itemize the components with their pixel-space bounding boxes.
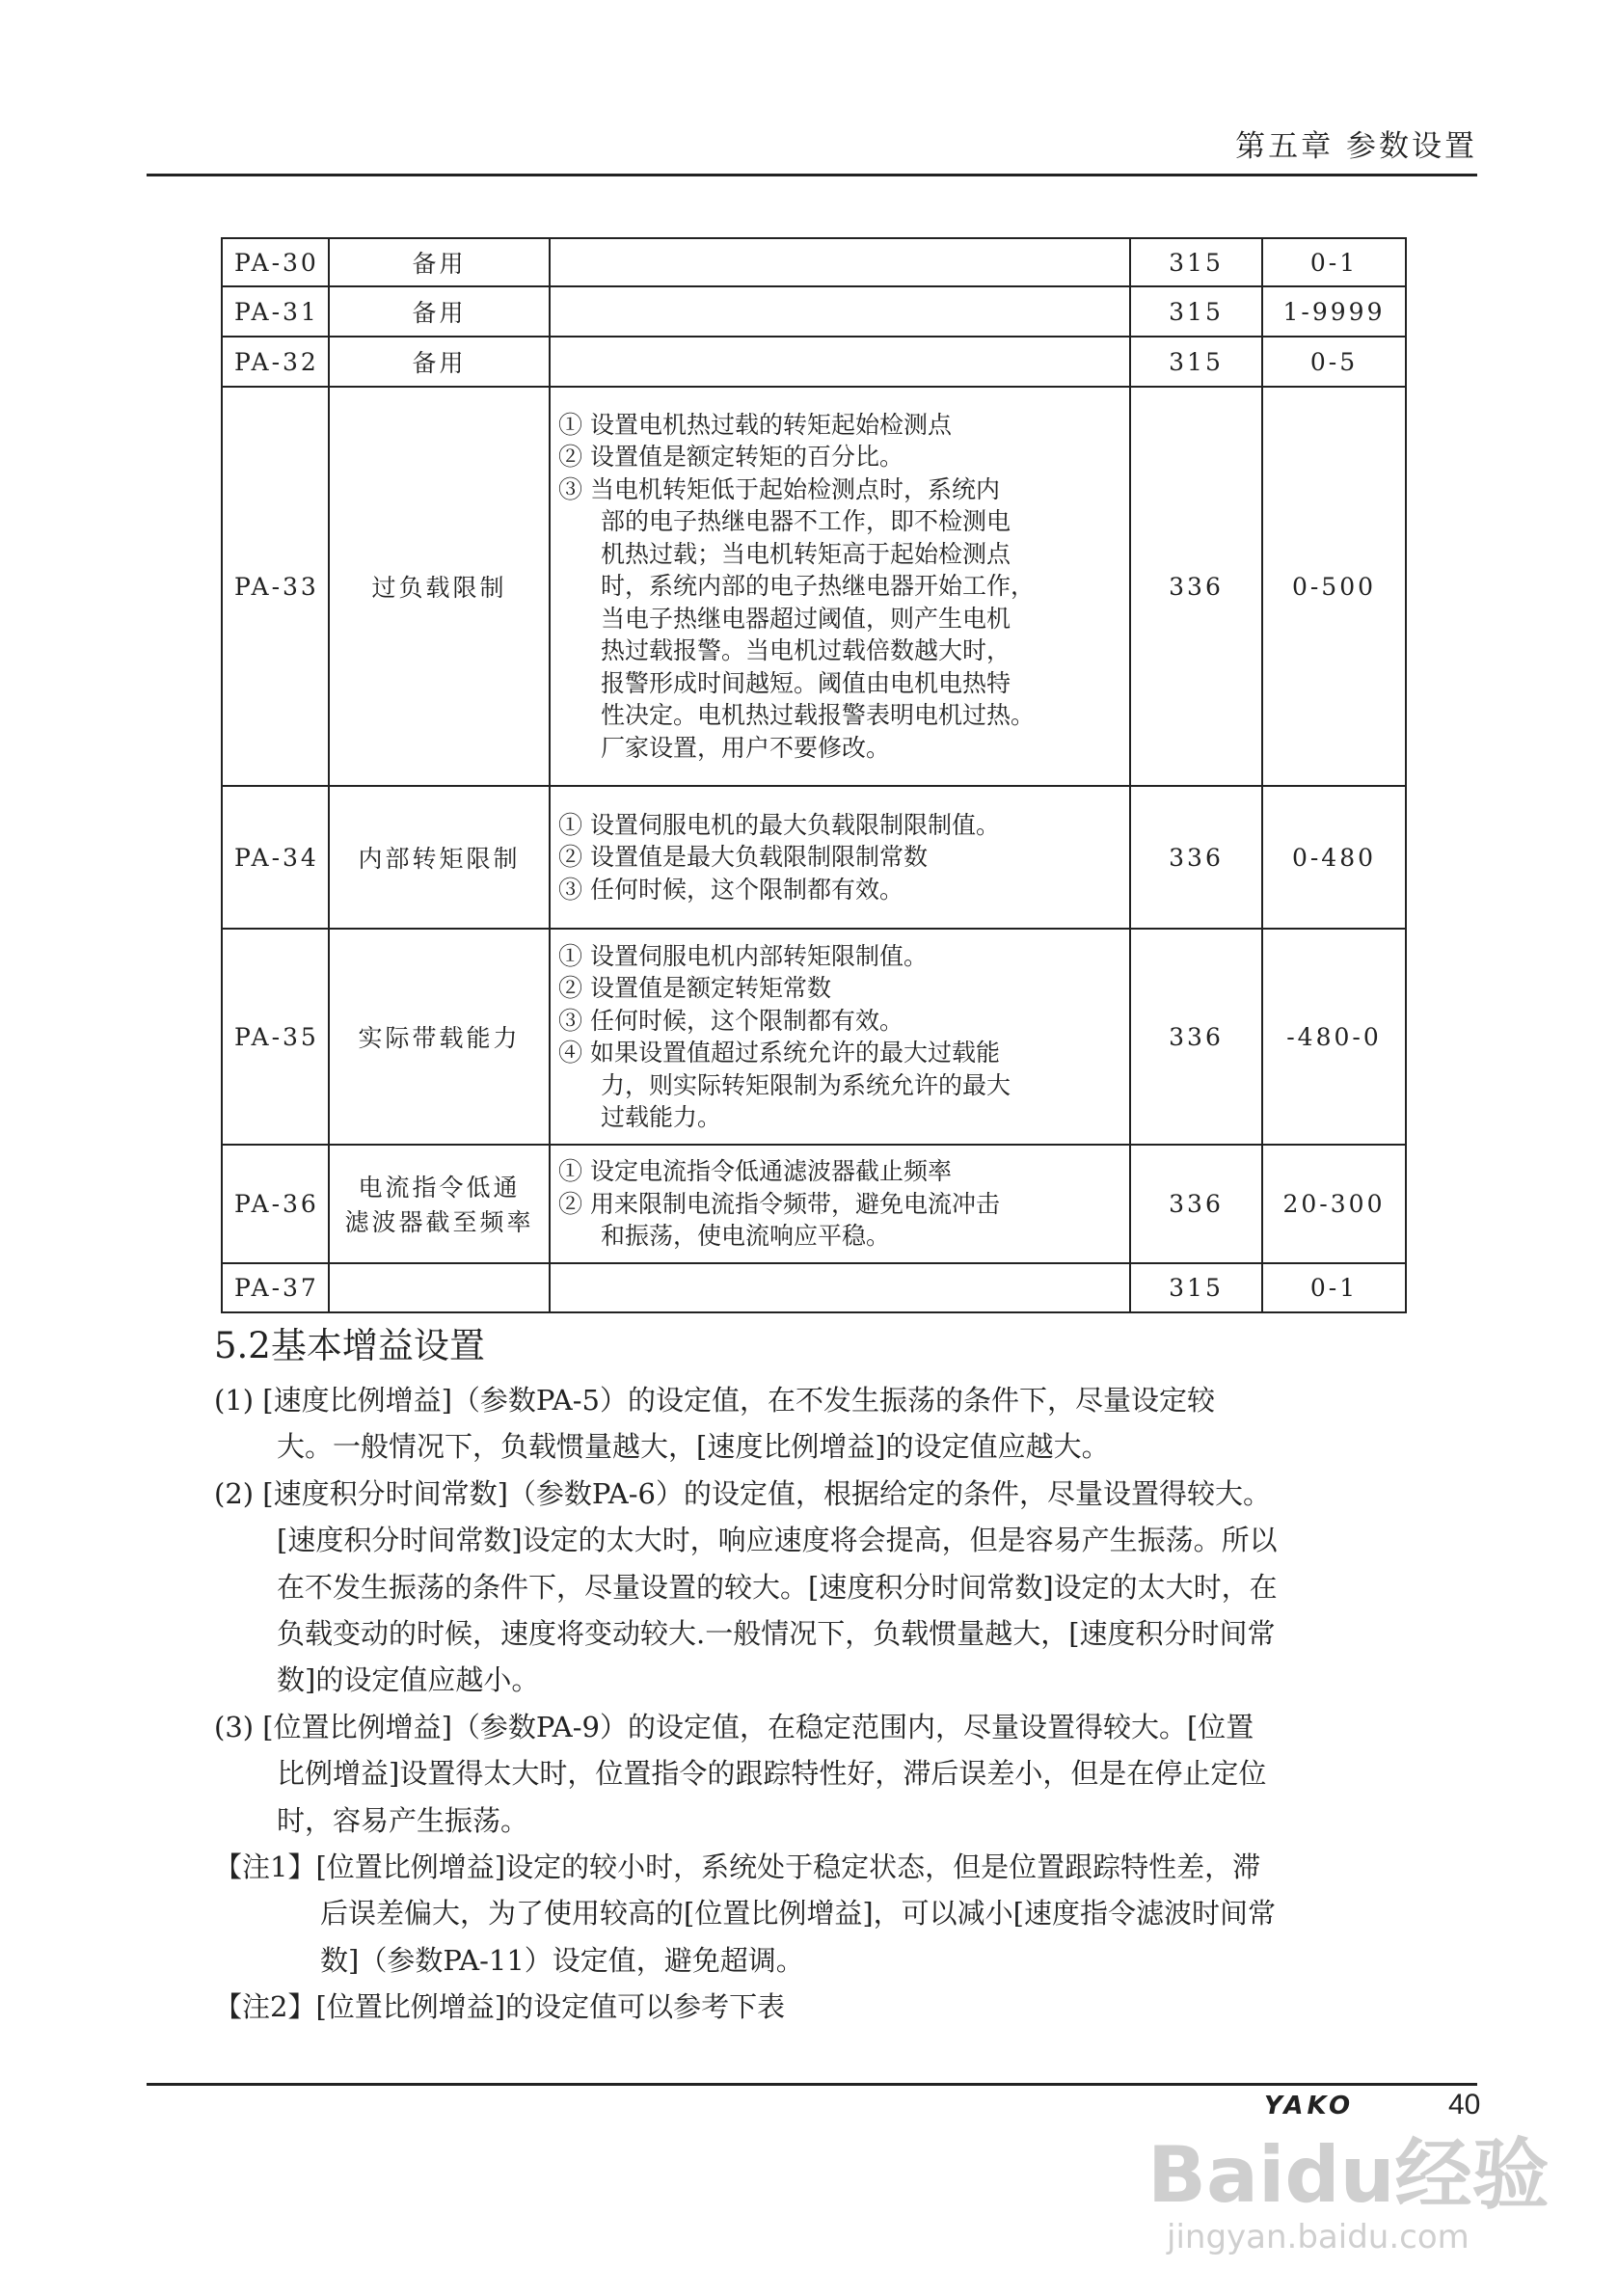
param-range: -480-0: [1262, 929, 1406, 1145]
param-name-line: 备用: [412, 250, 467, 278]
param-name: [329, 929, 550, 1145]
param-value: 315: [1130, 238, 1262, 286]
param-name: [329, 238, 550, 286]
param-name-line: 备用: [412, 299, 467, 327]
yako-logo: YAKO: [1264, 2092, 1355, 2120]
description-line: 时，系统内部的电子热继电器开始工作，: [601, 572, 1036, 601]
description-line: ③ 当电机转矩低于起始检测点时，系统内: [558, 474, 1000, 503]
paragraph-line: (2) [速度积分时间常数]（参数PA-6）的设定值，根据给定的条件，尽量设置得较大。: [214, 1476, 1271, 1510]
description-line: ① 设置伺服电机内部转矩限制值。: [558, 941, 928, 970]
page-number: 40: [1448, 2089, 1481, 2120]
param-name-line: 电流指令低通: [358, 1174, 521, 1202]
section-title: 5.2基本增益设置: [214, 1325, 485, 1366]
param-range: 1-9999: [1262, 286, 1406, 337]
table-row: [222, 1145, 1406, 1263]
table-row: [222, 1263, 1406, 1312]
param-value: 336: [1130, 387, 1262, 786]
param-code: PA-35: [222, 929, 329, 1145]
paragraph-line: [速度积分时间常数]设定的太大时，响应速度将会提高，但是容易产生振荡。所以: [277, 1524, 1278, 1557]
param-value: 336: [1130, 929, 1262, 1145]
param-value: 336: [1130, 1145, 1262, 1263]
paragraph-line: 比例增益]设置得太大时，位置指令的跟踪特性好，滞后误差小，但是在停止定位: [277, 1757, 1267, 1791]
param-value: 336: [1130, 786, 1262, 929]
param-description: [550, 337, 1130, 387]
chapter-header: 第五章 参数设置: [1235, 129, 1477, 164]
footer-rule: [147, 2083, 1477, 2086]
section-body: [214, 1377, 1278, 2031]
param-name-line: 实际带载能力: [358, 1024, 521, 1052]
description-line: 部的电子热继电器不工作，即不检测电: [601, 507, 1011, 536]
header-rule: [147, 174, 1477, 176]
param-code: PA-33: [222, 387, 329, 786]
param-range: 20-300: [1262, 1145, 1406, 1263]
param-description: [550, 238, 1130, 286]
paragraph-line: 【注1】[位置比例增益]设定的较小时，系统处于稳定状态，但是位置跟踪特性差，滞: [214, 1850, 1261, 1884]
paragraph-line: 【注2】[位置比例增益]的设定值可以参考下表: [214, 1990, 786, 2024]
paragraph-line: 数]的设定值应越小。: [277, 1663, 540, 1697]
param-code: PA-30: [222, 238, 329, 286]
description-line: 当电子热继电器超过阈值，则产生电机: [601, 604, 1011, 633]
param-name: [329, 786, 550, 929]
param-range: 0-1: [1262, 1263, 1406, 1312]
paragraph-line: 时，容易产生振荡。: [277, 1803, 529, 1837]
paragraph-line: (1) [速度比例增益]（参数PA-5）的设定值，在不发生振荡的条件下，尽量设定较: [214, 1384, 1215, 1417]
description-line: ③ 任何时候，这个限制都有效。: [558, 1006, 903, 1035]
table-row: [222, 929, 1406, 1145]
param-range: 0-480: [1262, 786, 1406, 929]
description-line: 和振荡，使电流响应平稳。: [601, 1222, 891, 1250]
description-line: 报警形成时间越短。阈值由电机电热特: [601, 668, 1011, 697]
param-description: [550, 1263, 1130, 1312]
param-description: [550, 1145, 1130, 1263]
param-description: [550, 929, 1130, 1145]
table-row: [222, 387, 1406, 786]
description-line: ① 设定电流指令低通滤波器截止频率: [558, 1157, 952, 1185]
description-line: ③ 任何时候，这个限制都有效。: [558, 875, 903, 904]
description-line: 力，则实际转矩限制为系统允许的最大: [601, 1070, 1011, 1099]
param-description: [550, 786, 1130, 929]
table-row: [222, 238, 1406, 286]
paragraph-line: 后误差偏大，为了使用较高的[位置比例增益]，可以减小[速度指令滤波时间常: [320, 1897, 1276, 1931]
param-name: [329, 387, 550, 786]
param-code: PA-32: [222, 337, 329, 387]
parameter-table: [221, 237, 1407, 1313]
description-line: 机热过载；当电机转矩高于起始检测点: [601, 539, 1011, 568]
param-code: PA-36: [222, 1145, 329, 1263]
param-name: [329, 337, 550, 387]
paragraph-line: 数]（参数PA-11）设定值，避免超调。: [320, 1943, 804, 1977]
param-description: [550, 286, 1130, 337]
description-line: ① 设置电机热过载的转矩起始检测点: [558, 410, 952, 439]
param-name: [329, 1263, 550, 1312]
param-name-line: 备用: [412, 349, 467, 377]
param-range: 0-500: [1262, 387, 1406, 786]
param-range: 0-5: [1262, 337, 1406, 387]
paragraph-line: 在不发生振荡的条件下，尽量设置的较大。[速度积分时间常数]设定的太大时，在: [277, 1570, 1278, 1604]
param-name: [329, 286, 550, 337]
param-code: PA-34: [222, 786, 329, 929]
description-line: 厂家设置，用户不要修改。: [601, 733, 891, 762]
param-name-line: 过负载限制: [371, 574, 507, 602]
param-name-line: 内部转矩限制: [358, 845, 521, 873]
param-name: [329, 1145, 550, 1263]
description-line: 热过载报警。当电机过载倍数越大时，: [601, 636, 1011, 665]
param-value: 315: [1130, 286, 1262, 337]
description-line: ② 设置值是额定转矩常数: [558, 974, 831, 1002]
param-range: 0-1: [1262, 238, 1406, 286]
description-line: ① 设置伺服电机的最大负载限制限制值。: [558, 810, 1000, 839]
paragraph-line: 大。一般情况下，负载惯量越大，[速度比例增益]的设定值应越大。: [277, 1430, 1110, 1464]
description-line: ④ 如果设置值超过系统允许的最大过载能: [558, 1039, 1000, 1067]
param-value: 315: [1130, 1263, 1262, 1312]
param-value: 315: [1130, 337, 1262, 387]
watermark-text: Baidu经验: [1147, 2130, 1550, 2220]
param-name-line: 滤波器截至频率: [344, 1208, 534, 1237]
paragraph-line: (3) [位置比例增益]（参数PA-9）的设定值，在稳定范围内，尽量设置得较大。[位置: [214, 1710, 1254, 1743]
param-code: PA-31: [222, 286, 329, 337]
paragraph-line: 负载变动的时候，速度将变动较大.一般情况下，负载惯量越大，[速度积分时间常: [277, 1617, 1276, 1651]
table-row: [222, 337, 1406, 387]
table-row: [222, 786, 1406, 929]
baidu-watermark: [1147, 2130, 1550, 2256]
description-line: ② 用来限制电流指令频带，避免电流冲击: [558, 1189, 1000, 1218]
param-description: [550, 387, 1130, 786]
table-row: [222, 286, 1406, 337]
description-line: ② 设置值是最大负载限制限制常数: [558, 843, 928, 872]
param-code: PA-37: [222, 1263, 329, 1312]
description-line: ② 设置值是额定转矩的百分比。: [558, 443, 903, 472]
description-line: 性决定。电机热过载报警表明电机过热。: [601, 701, 1036, 730]
description-line: 过载能力。: [601, 1103, 722, 1131]
watermark-url: jingyan.baidu.com: [1167, 2218, 1470, 2256]
